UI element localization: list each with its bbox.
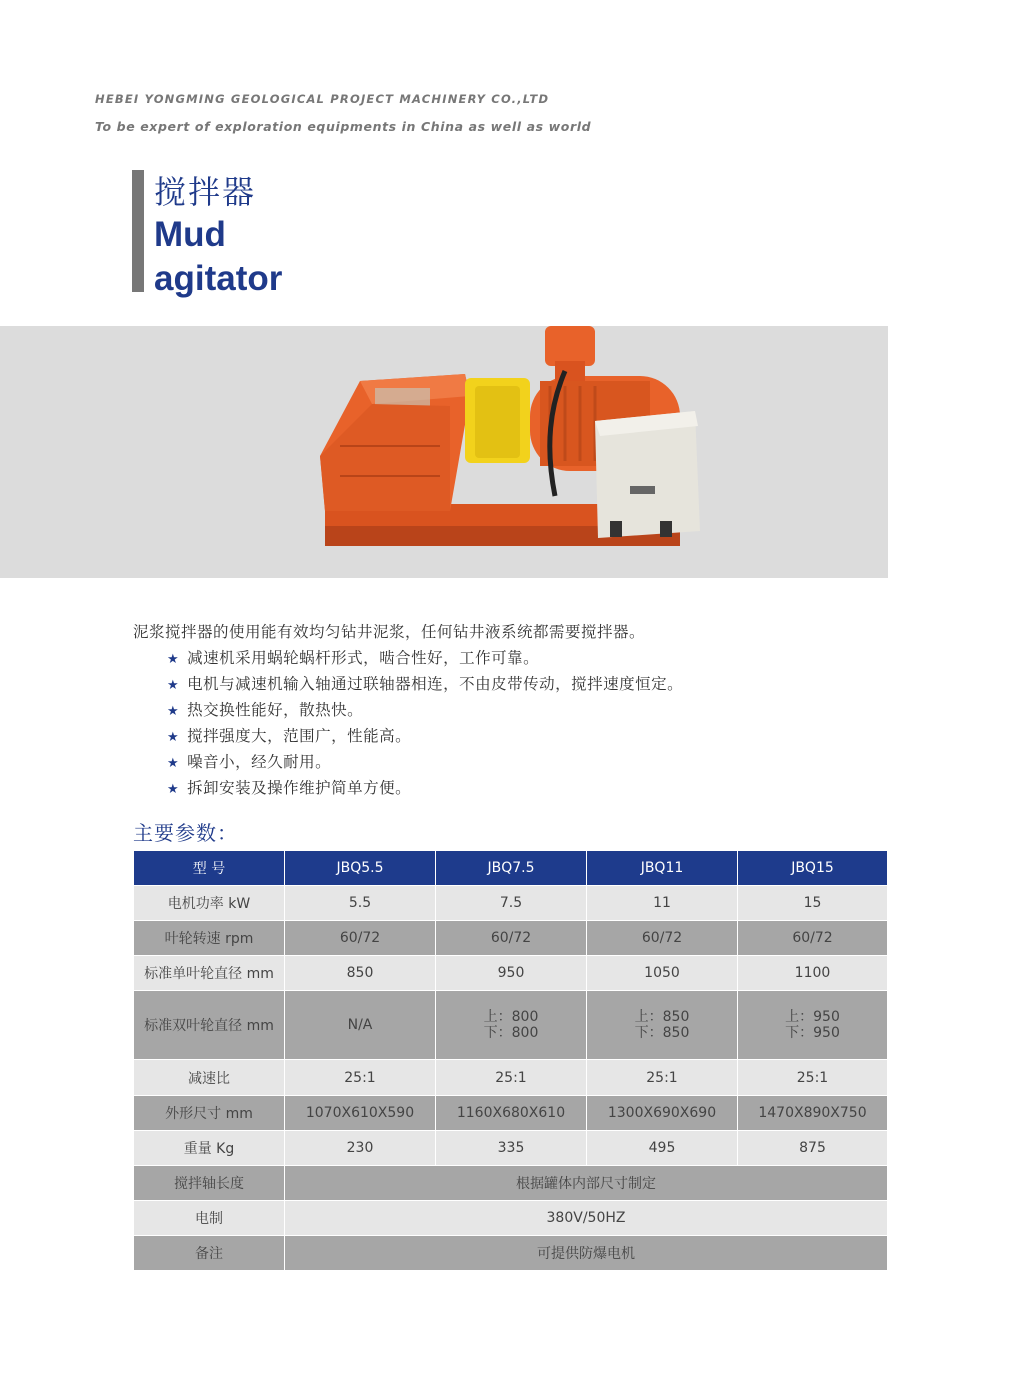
table-cell: 1160X680X610 (436, 1096, 587, 1131)
table-cell: 上：950 下：950 (738, 991, 888, 1060)
table-cell: 15 (738, 886, 888, 921)
table-cell: 230 (285, 1131, 436, 1166)
params-heading: 主要参数： (133, 821, 238, 845)
intro-text: 泥浆搅拌器的使用能有效均匀钻井泥浆，任何钻井液系统都需要搅拌器。 (133, 623, 646, 641)
row-label: 电机功率 kW (134, 886, 285, 921)
row-label: 搅拌轴长度 (134, 1166, 285, 1201)
table-cell: 60/72 (436, 921, 587, 956)
table-row (134, 1060, 888, 1096)
row-label: 标准双叶轮直径 mm (134, 991, 285, 1060)
table-cell: 11 (587, 886, 738, 921)
table-cell: 上：800 下：800 (436, 991, 587, 1060)
mud-agitator-image (300, 326, 720, 578)
star-icon: ★ (167, 782, 180, 797)
header-cell: JBQ5.5 (285, 851, 436, 886)
star-icon: ★ (167, 730, 180, 745)
product-title-en-line2: agitator (154, 259, 283, 298)
table-cell: 7.5 (436, 886, 587, 921)
table-row (134, 1236, 888, 1271)
header-cell: JBQ15 (738, 851, 888, 886)
table-cell: 60/72 (285, 921, 436, 956)
table-cell: 495 (587, 1131, 738, 1166)
table-row (134, 1166, 888, 1201)
table-row (134, 886, 888, 921)
table-cell: 5.5 (285, 886, 436, 921)
star-icon: ★ (167, 756, 180, 771)
header-cell: JBQ7.5 (436, 851, 587, 886)
row-label: 叶轮转速 rpm (134, 921, 285, 956)
row-label: 标准单叶轮直径 mm (134, 956, 285, 991)
table-row (134, 1131, 888, 1166)
spec-table (133, 850, 888, 1271)
table-cell: 1100 (738, 956, 888, 991)
table-cell: 1470X890X750 (738, 1096, 888, 1131)
row-label: 外形尺寸 mm (134, 1096, 285, 1131)
table-row (134, 956, 888, 991)
feature-list (167, 647, 683, 803)
table-cell: 1300X690X690 (587, 1096, 738, 1131)
table-cell: N/A (285, 991, 436, 1060)
table-header-row (134, 851, 888, 886)
table-row (134, 1096, 888, 1131)
feature-item: ★ 电机与减速机输入轴通过联轴器相连，不由皮带传动，搅拌速度恒定。 (167, 675, 684, 693)
table-cell: 可提供防爆电机 (285, 1236, 888, 1271)
product-title-en-line1: Mud (154, 215, 226, 254)
table-cell: 根据罐体内部尺寸制定 (285, 1166, 888, 1201)
feature-item: ★ 拆卸安装及操作维护简单方便。 (167, 779, 412, 797)
feature-item: ★ 减速机采用蜗轮蜗杆形式，啮合性好，工作可靠。 (167, 649, 540, 667)
company-slogan: To be expert of exploration equipments in China as well as world (95, 119, 592, 134)
feature-item: ★ 搅拌强度大，范围广，性能高。 (167, 727, 412, 745)
table-cell: 25:1 (587, 1060, 738, 1096)
title-accent-bar (132, 170, 144, 292)
table-cell: 60/72 (738, 921, 888, 956)
table-cell: 60/72 (587, 921, 738, 956)
table-cell: 380V/50HZ (285, 1201, 888, 1236)
star-icon: ★ (167, 678, 180, 693)
table-cell: 25:1 (436, 1060, 587, 1096)
star-icon: ★ (167, 652, 180, 667)
table-cell: 335 (436, 1131, 587, 1166)
star-icon: ★ (167, 704, 180, 719)
row-label: 减速比 (134, 1060, 285, 1096)
table-row (134, 1201, 888, 1236)
table-cell: 25:1 (285, 1060, 436, 1096)
table-row (134, 921, 888, 956)
header-cell: JBQ11 (587, 851, 738, 886)
product-title-cn: 搅拌器 (154, 173, 257, 211)
company-name: HEBEI YONGMING GEOLOGICAL PROJECT MACHINERY CO.,LTD (95, 92, 550, 106)
table-row (134, 991, 888, 1060)
table-cell: 950 (436, 956, 587, 991)
table-cell: 上：850 下：850 (587, 991, 738, 1060)
row-label: 备注 (134, 1236, 285, 1271)
feature-item: ★ 热交换性能好，散热快。 (167, 701, 364, 719)
feature-item: ★ 噪音小，经久耐用。 (167, 753, 332, 771)
table-cell: 25:1 (738, 1060, 888, 1096)
row-label: 重量 Kg (134, 1131, 285, 1166)
row-label: 电制 (134, 1201, 285, 1236)
table-cell: 1070X610X590 (285, 1096, 436, 1131)
header-cell: 型 号 (134, 851, 285, 886)
table-cell: 875 (738, 1131, 888, 1166)
table-cell: 850 (285, 956, 436, 991)
table-cell: 1050 (587, 956, 738, 991)
product-photo-band (0, 326, 888, 578)
